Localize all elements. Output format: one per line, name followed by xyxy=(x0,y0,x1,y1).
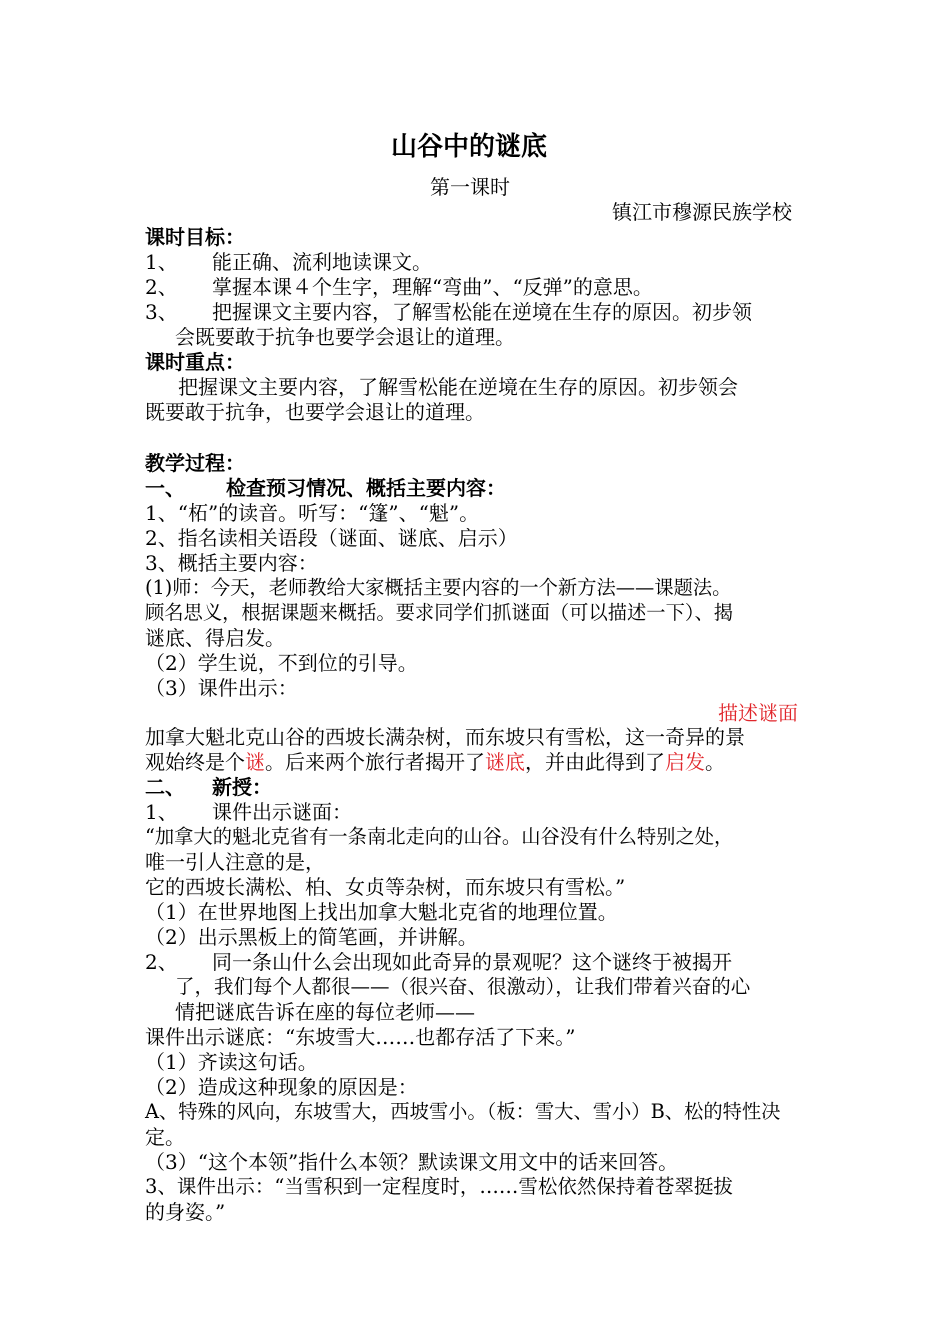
item-number: 2、 xyxy=(145,950,178,974)
body-line: 3、概括主要内容： xyxy=(145,551,318,575)
text-run: 。 xyxy=(705,750,725,774)
section-1-number: 一、 xyxy=(145,476,185,500)
body-line: 2、指名读相关语段（谜面、谜底、启示） xyxy=(145,526,518,550)
body-line: （2）出示黑板上的简笔画，并讲解。 xyxy=(145,925,478,949)
focus-text: 把握课文主要内容，了解雪松能在逆境在生存的原因。初步领会 xyxy=(178,375,738,399)
body-line: 定。 xyxy=(145,1125,185,1149)
goal-item-text: 掌握本课４个生字，理解“弯曲”、“反弹”的意思。 xyxy=(212,275,653,299)
item-text: 同一条山什么会出现如此奇异的景观呢？这个谜终于被揭开 xyxy=(212,950,732,974)
body-line: 1、“柘”的读音。听写：“篷”、“魁”。 xyxy=(145,501,480,525)
body-line: 它的西坡长满松、柏、女贞等杂树，而东坡只有雪松。” xyxy=(145,875,626,899)
text-run: 。后来两个旅行者揭开了 xyxy=(265,750,485,774)
section-1-heading: 检查预习情况、概括主要内容： xyxy=(226,476,506,500)
text-run: ，并由此得到了 xyxy=(525,750,665,774)
goal-item: 2、 xyxy=(145,275,178,299)
body-line: 的身姿。” xyxy=(145,1200,226,1224)
document-subtitle: 第一课时 xyxy=(430,175,510,199)
section-2-number: 二、 xyxy=(145,775,185,799)
body-line: 课件出示谜底：“东坡雪大……也都存活了下来。” xyxy=(145,1025,576,1049)
body-line: 加拿大魁北克山谷的西坡长满杂树，而东坡只有雪松，这一奇异的景 xyxy=(145,725,745,749)
body-line: （3）课件出示： xyxy=(145,676,298,700)
highlight-riddle: 谜 xyxy=(245,750,265,774)
item-text-continued: 了，我们每个人都很——（很兴奋、很激动），让我们带着兴奋的心 xyxy=(175,975,751,998)
highlight-inspiration: 启发 xyxy=(665,750,705,774)
body-line xyxy=(145,749,725,775)
goal-item-text: 把握课文主要内容，了解雪松能在逆境在生存的原因。初步领 xyxy=(212,300,752,324)
focus-heading: 课时重点： xyxy=(145,350,245,374)
body-line: 顾名思义，根据课题来概括。要求同学们抓谜面（可以描述一下）、揭 xyxy=(145,601,734,624)
body-line: （1）在世界地图上找出加拿大魁北克省的地理位置。 xyxy=(145,900,618,924)
section-2-heading: 新授： xyxy=(212,775,272,799)
body-line: （3）“这个本领”指什么本领？默读课文用文中的话来回答。 xyxy=(145,1150,679,1174)
body-line: 唯一引人注意的是， xyxy=(145,850,325,874)
goals-heading: 课时目标： xyxy=(145,225,245,249)
body-line: （2）造成这种现象的原因是： xyxy=(145,1075,418,1099)
goal-item: 3、 xyxy=(145,300,178,324)
goal-item-continued: 会既要敢于抗争也要学会退让的道理。 xyxy=(175,325,515,349)
highlight-answer: 谜底 xyxy=(485,750,525,774)
item-number: 1、 xyxy=(145,800,178,824)
focus-text: 既要敢于抗争，也要学会退让的道理。 xyxy=(145,400,485,424)
item-text-continued: 情把谜底告诉在座的每位老师—— xyxy=(175,1000,475,1024)
text-run: 观始终是个 xyxy=(145,750,245,774)
body-line: （1）齐读这句话。 xyxy=(145,1050,318,1074)
body-line: “加拿大的魁北克省有一条南北走向的山谷。山谷没有什么特别之处， xyxy=(145,825,734,848)
body-line: （2）学生说，不到位的引导。 xyxy=(145,651,418,675)
goal-item: 1、 xyxy=(145,250,178,274)
document-title: 山谷中的谜底 xyxy=(391,132,548,162)
goal-item-text: 能正确、流利地读课文。 xyxy=(212,250,432,274)
body-line: 谜底、得启发。 xyxy=(145,626,285,650)
body-line: A、特殊的风向，东坡雪大，西坡雪小。（板：雪大、雪小）B、松的特性决 xyxy=(145,1100,781,1123)
annotation-label: 描述谜面 xyxy=(718,701,798,725)
body-line: (1)师：今天，老师教给大家概括主要内容的一个新方法——课题法。 xyxy=(145,576,732,599)
process-heading: 教学过程： xyxy=(145,451,245,475)
body-line: 3、课件出示：“当雪积到一定程度时，……雪松依然保持着苍翠挺拔 xyxy=(145,1175,733,1198)
school-name: 镇江市穆源民族学校 xyxy=(612,200,792,224)
item-text: 课件出示谜面： xyxy=(212,800,352,824)
